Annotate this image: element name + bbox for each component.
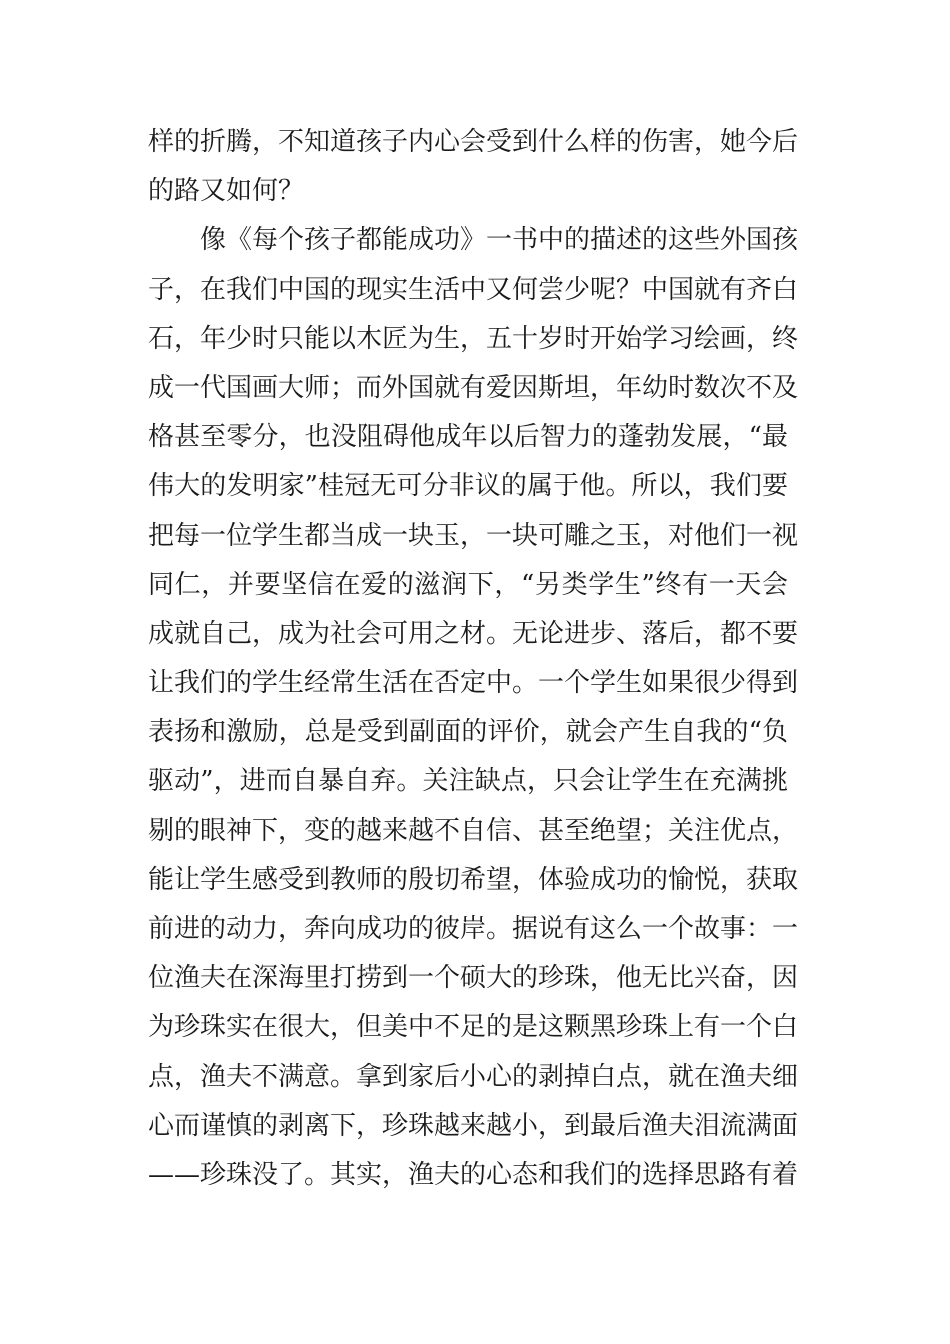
paragraph-first-line: 像《每个孩子都能成功》一书中的描述的这些外国孩: [200, 225, 799, 256]
text-line: 能让学生感受到教师的殷切希望，体验成功的愉悦，获取: [148, 864, 799, 895]
text-line: 为珍珠实在很大，但美中不足的是这颗黑珍珠上有一个白: [148, 1012, 799, 1043]
text-line: 伟大的发明家”桂冠无可分非议的属于他。所以，我们要: [148, 471, 788, 502]
text-line: 前进的动力，奔向成功的彼岸。据说有这么一个故事：一: [148, 914, 799, 944]
text-line: 点，渔夫不满意。拿到家后小心的剥掉白点，就在渔夫细: [148, 1061, 799, 1092]
text-line: ——珍珠没了。其实，渔夫的心态和我们的选择思路有着: [148, 1159, 799, 1190]
text-line: 格甚至零分，也没阻碍他成年以后智力的蓬勃发展，“最: [148, 422, 788, 453]
text-line: 驱动”，进而自暴自弃。关注缺点，只会让学生在充满挑: [148, 766, 788, 797]
text-line: 样的折腾，不知道孩子内心会受到什么样的伤害，她今后: [148, 127, 799, 157]
text-line: 剔的眼神下，变的越来越不自信、甚至绝望；关注优点，: [148, 815, 799, 846]
text-line: 把每一位学生都当成一块玉，一块可雕之玉，对他们一视: [148, 520, 799, 551]
text-line: 成就自己，成为社会可用之材。无论进步、落后，都不要: [148, 618, 799, 649]
text-line: 表扬和激励，总是受到副面的评价，就会产生自我的“负: [148, 717, 788, 748]
text-line: 心而谨慎的剥离下，珍珠越来越小，到最后渔夫泪流满面: [148, 1110, 799, 1141]
body-text: [148, 118, 799, 1200]
text-line: 让我们的学生经常生活在否定中。一个学生如果很少得到: [148, 668, 799, 699]
text-line: 同仁，并要坚信在爱的滋润下，“另类学生”终有一天会: [148, 569, 788, 600]
text-line: 位渔夫在深海里打捞到一个硕大的珍珠，他无比兴奋，因: [148, 963, 799, 994]
text-line: 子，在我们中国的现实生活中又何尝少呢？中国就有齐白: [148, 274, 799, 305]
text-line: 成一代国画大师；而外国就有爱因斯坦，年幼时数次不及: [148, 372, 799, 403]
text-line: 石，年少时只能以木匠为生，五十岁时开始学习绘画，终: [148, 323, 799, 354]
text-line: 的路又如何？: [148, 176, 305, 207]
